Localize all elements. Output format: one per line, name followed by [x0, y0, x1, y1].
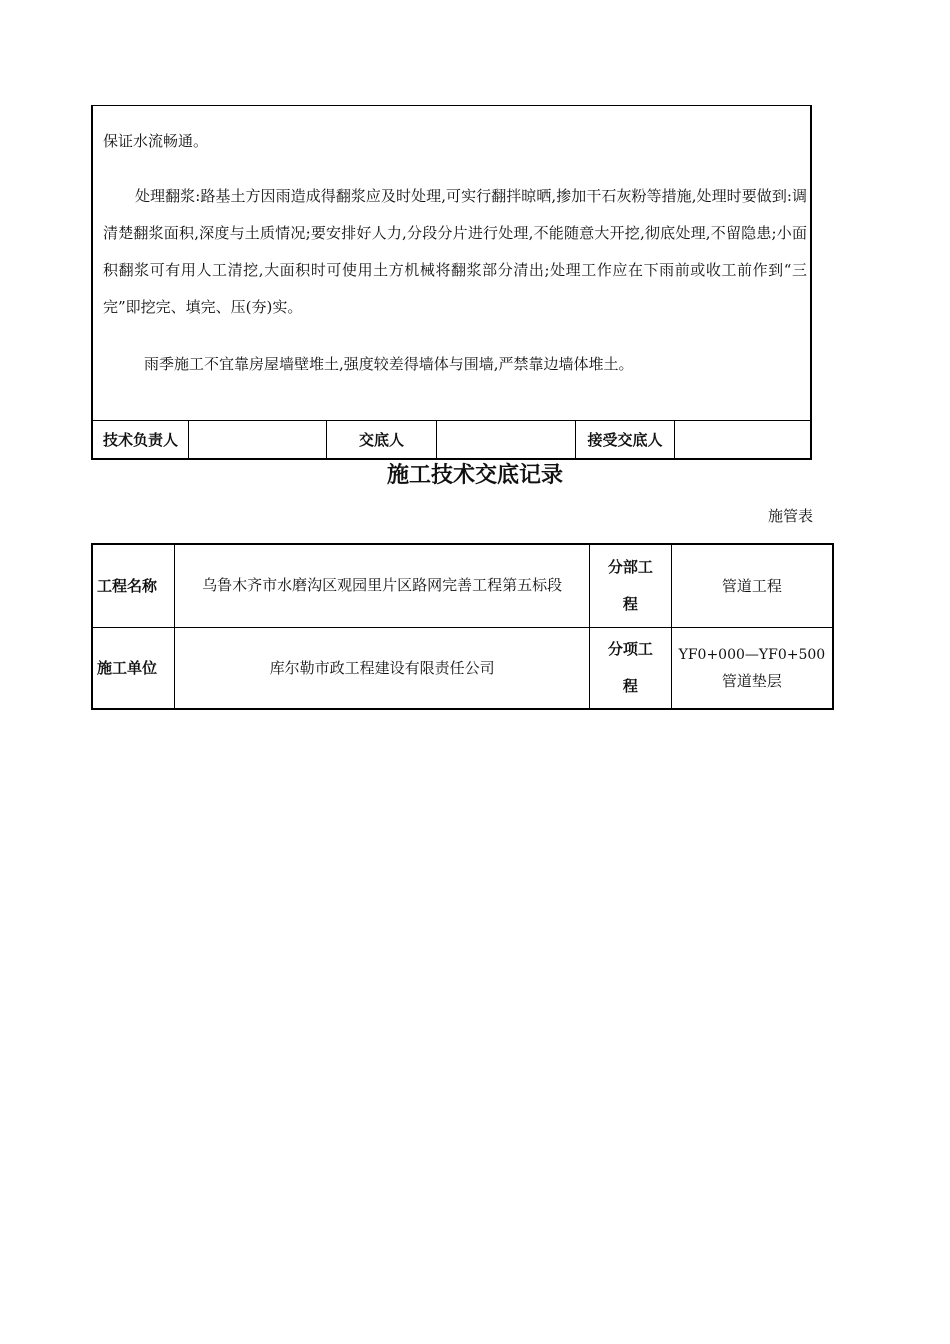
paragraph-rainy-season-soil: 雨季施工不宜靠房屋墙壁堆土,强度较差得墙体与围墙,严禁靠边墙体堆土。	[144, 355, 634, 373]
subitem-value	[671, 627, 833, 709]
table-row	[92, 544, 833, 627]
form-number: 施管表	[768, 507, 814, 525]
previous-disclosure-box	[91, 105, 812, 460]
project-name-value: 乌鲁木齐市水磨沟区观园里片区路网完善工程第五标段	[175, 544, 590, 627]
subitem-label: 分项工程	[589, 627, 671, 709]
subitem-name: 管道垫层	[721, 671, 782, 690]
contractor-value: 库尔勒市政工程建设有限责任公司	[175, 627, 590, 709]
discloser-label: 交底人	[327, 421, 437, 458]
project-name-label: 工程名称	[92, 544, 175, 627]
tech-lead-label: 技术负责人	[93, 421, 189, 458]
tech-lead-field[interactable]	[189, 421, 327, 458]
table-row	[92, 627, 833, 709]
receiver-label: 接受交底人	[576, 421, 675, 458]
division-label: 分部工程	[589, 544, 671, 627]
subitem-chainage: YF0+000—YF0+500	[678, 646, 826, 663]
signature-row	[93, 420, 810, 458]
page-title: 施工技术交底记录	[386, 463, 563, 488]
paragraph-drainage: 保证水流畅通。	[103, 132, 209, 150]
discloser-field[interactable]	[437, 421, 576, 458]
contractor-label: 施工单位	[92, 627, 175, 709]
receiver-field[interactable]	[675, 421, 810, 458]
project-info-table	[91, 543, 834, 710]
division-value: 管道工程	[671, 544, 833, 627]
paragraph-slurry-treatment: 处理翻浆:路基土方因雨造成得翻浆应及时处理,可实行翻拌晾晒,掺加干石灰粉等措施,处理时要做到:调清楚翻浆面积,深度与土质情况;要安排好人力,分段分片进行处理,不能随意大开挖,彻底处理,不留隐患;小面积翻浆可有用人工清挖,大面积时可使用土方机械将翻浆部分清出;处理工作应在下雨前或收工前作到“三完”即挖完、填完、压(夯)实。	[103, 187, 807, 316]
